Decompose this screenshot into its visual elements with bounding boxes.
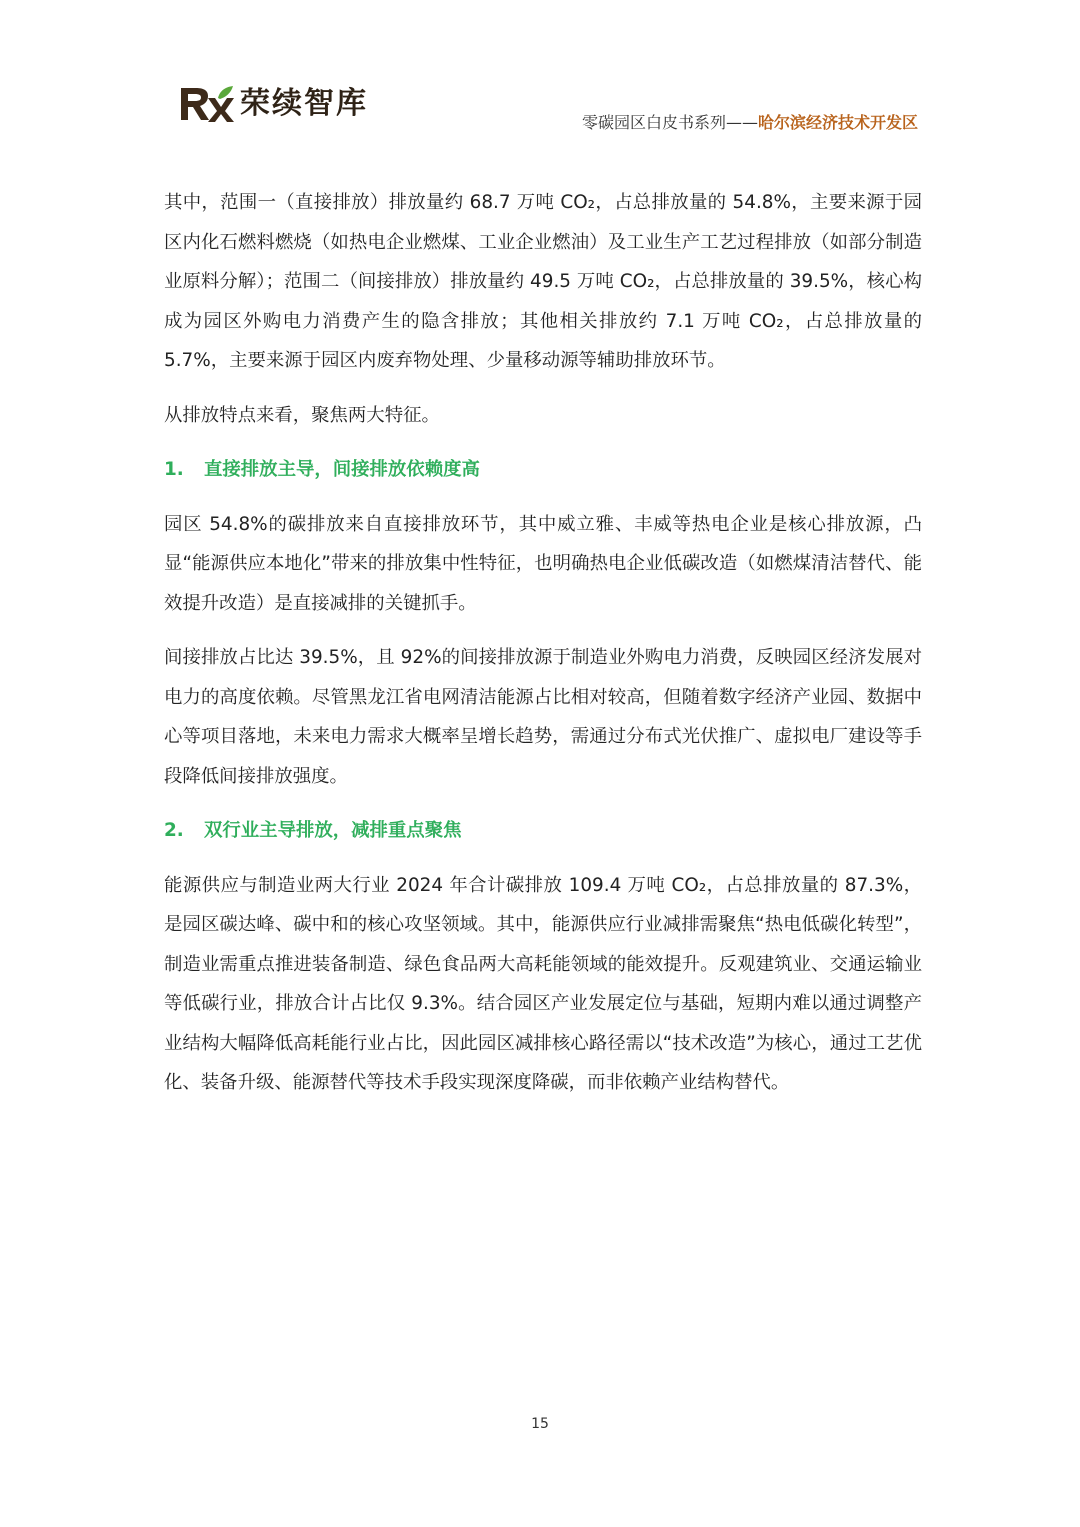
logo-text: 荣续智库: [240, 86, 368, 121]
paragraph-indirect-emissions: 间接排放占比达 39.5%，且 92%的间接排放源于制造业外购电力消费，反映园区经济发展对电力的高度依赖。尽管黑龙江省电网清洁能源占比相对较高，但随着数字经济产业园、数据中心等项目落地，未来电力需求大概率呈增长趋势，需通过分布式光伏推广、虚拟电厂建设等手段降低间接排放强度。: [164, 647, 922, 787]
header-separator: ——: [725, 113, 758, 132]
paragraph-direct-emissions: 园区 54.8%的碳排放来自直接排放环节，其中威立雅、丰威等热电企业是核心排放源，凸显“能源供应本地化”带来的排放集中性特征，也明确热电企业低碳改造（如燃煤清洁替代、能效提升改造）是直接减排的关键抓手。: [164, 513, 922, 614]
rx-logo-icon: [178, 84, 236, 124]
paragraph-features-intro: 从排放特点来看，聚焦两大特征。: [164, 404, 440, 426]
section-heading-2: [164, 811, 922, 851]
paragraph-dual-industry: 能源供应与制造业两大行业 2024 年合计碳排放 109.4 万吨 CO₂，占总排放量的 87.3%，是园区碳达峰、碳中和的核心攻坚领域。其中，能源供应行业减排需聚焦“热电低碳化转型”，制造业需重点推进装备制造、绿色食品两大高耗能领域的能效提升。反观建筑业、交通运输业等低碳行业，排放合计占比仅 9.3%。结合园区产业发展定位与基础，短期内难以通过调整产业结构大幅降低高耗能行业占比，因此园区减排核心路径需以“技术改造”为核心，通过工艺优化、装备升级、能源替代等技术手段实现深度降碳，而非依赖产业结构替代。: [164, 874, 922, 1093]
main-content: [164, 183, 922, 1118]
section-heading-2-text: 双行业主导排放，减排重点聚焦: [204, 820, 462, 841]
header-title: [582, 111, 918, 135]
header-series: 零碳园区白皮书系列: [581, 113, 726, 132]
section-heading-1-number: 1.: [164, 459, 184, 480]
section-heading-2-number: 2.: [164, 820, 184, 841]
page-number: 15: [531, 1416, 549, 1432]
logo: [178, 84, 368, 124]
paragraph-scope-breakdown: 其中，范围一（直接排放）排放量约 68.7 万吨 CO₂，占总排放量的 54.8%，主要来源于园区内化石燃料燃烧（如热电企业燃煤、工业企业燃油）及工业生产工艺过程排放（如部分制造业原料分解）；范围二（间接排放）排放量约 49.5 万吨 CO₂，占总排放量的 39.5%，核心构成为园区外购电力消费产生的隐含排放；其他相关排放约 7.1 万吨 CO₂，占总排放量的 5.7%，主要来源于园区内废弃物处理、少量移动源等辅助排放环节。: [164, 192, 922, 371]
section-heading-1-text: 直接排放主导，间接排放依赖度高: [204, 459, 480, 480]
section-heading-1: [164, 450, 922, 490]
header-zone: 哈尔滨经济技术开发区: [757, 113, 918, 132]
